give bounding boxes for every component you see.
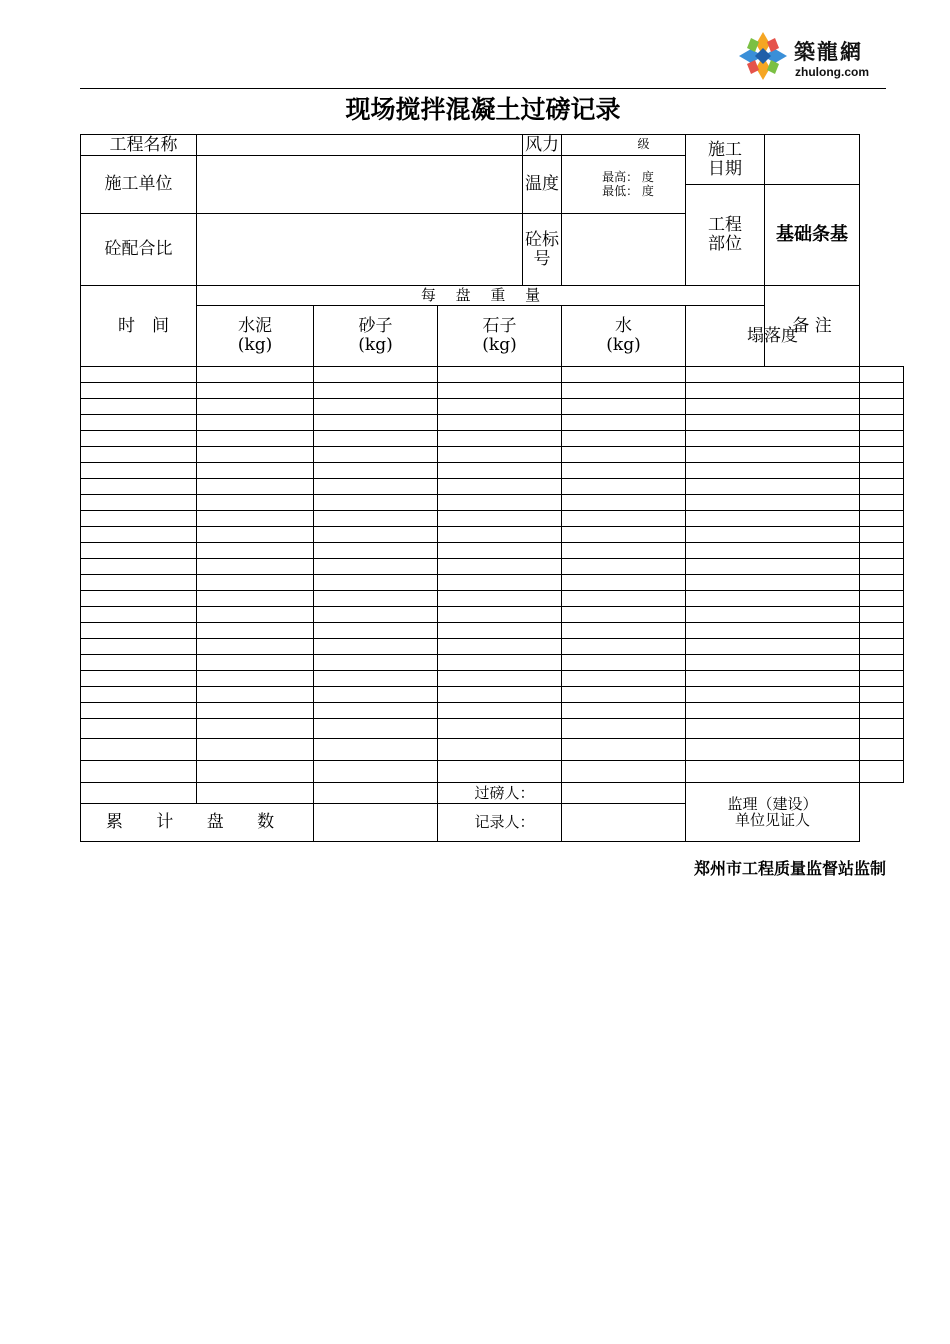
- supervisor-line1: 监理（建设）: [727, 794, 818, 813]
- time-cell[interactable]: [81, 719, 197, 739]
- sand-cell[interactable]: [314, 607, 438, 623]
- remark-cell[interactable]: [860, 447, 904, 463]
- temp-high: 最高： 度: [602, 170, 654, 185]
- footer-issuer: 郑州市工程质量监督站监制: [693, 859, 886, 878]
- water-header: [562, 306, 686, 367]
- sand-cell[interactable]: [314, 703, 438, 719]
- slump-cell[interactable]: [686, 511, 860, 527]
- water-cell[interactable]: [562, 415, 686, 431]
- table-row: [81, 559, 904, 575]
- slump-cell[interactable]: [686, 559, 860, 575]
- sand-cell[interactable]: [314, 639, 438, 655]
- time-cell[interactable]: [81, 511, 197, 527]
- time-cell[interactable]: [81, 479, 197, 495]
- table-row: [81, 719, 904, 739]
- cement-cell[interactable]: [197, 687, 314, 703]
- remark-cell[interactable]: [860, 607, 904, 623]
- construction-unit-field[interactable]: [197, 156, 523, 214]
- time-cell[interactable]: [81, 607, 197, 623]
- water-cell[interactable]: [562, 655, 686, 671]
- slump-cell[interactable]: [686, 623, 860, 639]
- mix-ratio-field[interactable]: [197, 214, 523, 286]
- recorder-label: 记录人：: [438, 804, 562, 842]
- stone-label: 石子: [482, 316, 517, 337]
- water-cell[interactable]: [562, 607, 686, 623]
- table-row: [81, 495, 904, 511]
- sand-cell[interactable]: [314, 687, 438, 703]
- remark-header: 备 注: [765, 286, 860, 367]
- remark-cell[interactable]: [860, 655, 904, 671]
- logo-mark-icon: [737, 30, 789, 86]
- slump-cell[interactable]: [686, 479, 860, 495]
- supervisor-line2: 单位见证人: [735, 811, 811, 829]
- part-value: 基础条基: [765, 185, 860, 286]
- remark-cell[interactable]: [860, 671, 904, 687]
- slump-cell[interactable]: [686, 761, 860, 783]
- sand-cell[interactable]: [314, 591, 438, 607]
- date-label-line2: 日期: [708, 158, 743, 179]
- stone-cell[interactable]: [438, 383, 562, 399]
- slump-cell[interactable]: [686, 383, 860, 399]
- sand-cell[interactable]: [314, 671, 438, 687]
- time-cell[interactable]: [81, 671, 197, 687]
- record-rows: [81, 367, 904, 783]
- table-row: [81, 511, 904, 527]
- slump-cell[interactable]: [686, 703, 860, 719]
- time-cell[interactable]: [81, 383, 197, 399]
- time-cell[interactable]: [81, 463, 197, 479]
- sand-cell[interactable]: [314, 479, 438, 495]
- table-row: [81, 639, 904, 655]
- supervisor-label: [686, 783, 860, 842]
- water-unit: (kg): [606, 335, 641, 355]
- slump-cell[interactable]: [686, 367, 860, 383]
- cement-label: 水泥: [238, 316, 272, 337]
- cement-cell[interactable]: [197, 623, 314, 639]
- stone-cell[interactable]: [438, 479, 562, 495]
- sand-cell[interactable]: [314, 463, 438, 479]
- time-cell[interactable]: [81, 575, 197, 591]
- sand-cell[interactable]: [314, 559, 438, 575]
- temperature-field[interactable]: [562, 156, 686, 214]
- stone-cell[interactable]: [438, 623, 562, 639]
- sand-label: 砂子: [358, 316, 393, 337]
- stone-cell[interactable]: [438, 591, 562, 607]
- cement-cell[interactable]: [197, 575, 314, 591]
- sand-cell[interactable]: [314, 655, 438, 671]
- water-cell[interactable]: [562, 703, 686, 719]
- slump-header: 塌落度: [686, 306, 860, 367]
- total-batches-label: 累 计 盘 数: [81, 804, 314, 842]
- time-cell[interactable]: [81, 527, 197, 543]
- date-field[interactable]: [765, 135, 860, 185]
- remark-cell[interactable]: [860, 367, 904, 383]
- slump-cell[interactable]: [686, 639, 860, 655]
- header-rule: [80, 88, 886, 89]
- sand-unit: (kg): [358, 335, 393, 355]
- sand-cell[interactable]: [314, 415, 438, 431]
- water-label: 水: [615, 316, 633, 337]
- total-batches-field[interactable]: [314, 804, 438, 842]
- cement-cell[interactable]: [197, 495, 314, 511]
- wind-unit: 级: [637, 137, 650, 152]
- stone-cell[interactable]: [438, 415, 562, 431]
- wind-label: 风力: [523, 135, 562, 156]
- table-row: [81, 671, 904, 687]
- logo-cn-text: 築龍網: [794, 39, 863, 64]
- stone-header: [438, 306, 562, 367]
- water-cell[interactable]: [562, 591, 686, 607]
- stone-cell[interactable]: [438, 447, 562, 463]
- cement-cell[interactable]: [197, 383, 314, 399]
- water-cell[interactable]: [562, 399, 686, 415]
- stone-cell[interactable]: [438, 527, 562, 543]
- remark-cell[interactable]: [860, 463, 904, 479]
- table-row: [81, 703, 904, 719]
- cement-cell[interactable]: [197, 447, 314, 463]
- time-cell[interactable]: [81, 495, 197, 511]
- sand-cell[interactable]: [314, 543, 438, 559]
- water-cell[interactable]: [562, 719, 686, 739]
- time-cell[interactable]: [81, 761, 197, 783]
- remark-cell[interactable]: [860, 431, 904, 447]
- slump-cell[interactable]: [686, 719, 860, 739]
- weigher-row-time[interactable]: [81, 783, 197, 804]
- slump-cell[interactable]: [686, 495, 860, 511]
- water-cell[interactable]: [562, 559, 686, 575]
- cement-cell[interactable]: [197, 479, 314, 495]
- sand-cell[interactable]: [314, 367, 438, 383]
- cement-cell[interactable]: [197, 719, 314, 739]
- remark-cell[interactable]: [860, 687, 904, 703]
- time-cell[interactable]: [81, 559, 197, 575]
- table-row: [81, 543, 904, 559]
- cement-cell[interactable]: [197, 559, 314, 575]
- water-cell[interactable]: [562, 623, 686, 639]
- sand-cell[interactable]: [314, 511, 438, 527]
- stone-cell[interactable]: [438, 431, 562, 447]
- time-cell[interactable]: [81, 431, 197, 447]
- mix-ratio-label: 砼配合比: [81, 214, 197, 286]
- part-label: [686, 185, 765, 286]
- slump-cell[interactable]: [686, 415, 860, 431]
- stone-cell[interactable]: [438, 543, 562, 559]
- stone-cell[interactable]: [438, 655, 562, 671]
- cement-header: [197, 306, 314, 367]
- stone-cell[interactable]: [438, 559, 562, 575]
- wind-field[interactable]: [562, 135, 686, 156]
- stone-cell[interactable]: [438, 511, 562, 527]
- slump-cell[interactable]: [686, 739, 860, 761]
- remark-cell[interactable]: [860, 591, 904, 607]
- water-cell[interactable]: [562, 739, 686, 761]
- temperature-label: 温度: [523, 156, 562, 214]
- slump-cell[interactable]: [686, 543, 860, 559]
- table-row: [81, 527, 904, 543]
- table-row: [81, 655, 904, 671]
- date-label-line1: 施工: [708, 139, 743, 160]
- sand-cell[interactable]: [314, 431, 438, 447]
- table-row: [81, 591, 904, 607]
- remark-cell[interactable]: [860, 559, 904, 575]
- cement-cell[interactable]: [197, 639, 314, 655]
- time-cell[interactable]: [81, 639, 197, 655]
- table-row: [81, 367, 904, 383]
- cement-cell[interactable]: [197, 655, 314, 671]
- stone-cell[interactable]: [438, 607, 562, 623]
- sand-cell[interactable]: [314, 399, 438, 415]
- time-cell[interactable]: [81, 447, 197, 463]
- water-cell[interactable]: [562, 367, 686, 383]
- remark-cell[interactable]: [860, 479, 904, 495]
- stone-cell[interactable]: [438, 399, 562, 415]
- stone-unit: (kg): [482, 335, 517, 355]
- grade-field[interactable]: [562, 214, 686, 286]
- stone-cell[interactable]: [438, 739, 562, 761]
- temp-low: 最低： 度: [602, 183, 654, 198]
- remark-cell[interactable]: [860, 623, 904, 639]
- slump-cell[interactable]: [686, 655, 860, 671]
- slump-cell[interactable]: [686, 607, 860, 623]
- time-cell[interactable]: [81, 591, 197, 607]
- time-cell[interactable]: [81, 543, 197, 559]
- table-row: [81, 761, 904, 783]
- cement-cell[interactable]: [197, 761, 314, 783]
- time-cell[interactable]: [81, 367, 197, 383]
- slump-cell[interactable]: [686, 575, 860, 591]
- weighing-record-table: [80, 134, 904, 842]
- table-row: [81, 687, 904, 703]
- table-row: [81, 383, 904, 399]
- cement-cell[interactable]: [197, 415, 314, 431]
- cement-cell[interactable]: [197, 511, 314, 527]
- time-cell[interactable]: [81, 687, 197, 703]
- cement-cell[interactable]: [197, 543, 314, 559]
- remark-cell[interactable]: [860, 719, 904, 739]
- weigher-row-sand[interactable]: [314, 783, 438, 804]
- water-cell[interactable]: [562, 543, 686, 559]
- sand-cell[interactable]: [314, 495, 438, 511]
- cement-cell[interactable]: [197, 399, 314, 415]
- stone-cell[interactable]: [438, 671, 562, 687]
- cement-cell[interactable]: [197, 463, 314, 479]
- weigher-label: 过磅人：: [438, 783, 562, 804]
- sand-cell[interactable]: [314, 739, 438, 761]
- cement-cell[interactable]: [197, 671, 314, 687]
- water-cell[interactable]: [562, 687, 686, 703]
- remark-cell[interactable]: [860, 739, 904, 761]
- water-cell[interactable]: [562, 639, 686, 655]
- table-row: [81, 739, 904, 761]
- water-cell[interactable]: [562, 495, 686, 511]
- remark-cell[interactable]: [860, 543, 904, 559]
- per-batch-weight-header: 每 盘 重 量: [197, 286, 765, 306]
- stone-cell[interactable]: [438, 367, 562, 383]
- water-cell[interactable]: [562, 463, 686, 479]
- stone-cell[interactable]: [438, 639, 562, 655]
- time-cell[interactable]: [81, 739, 197, 761]
- stone-cell[interactable]: [438, 575, 562, 591]
- project-name-field[interactable]: [197, 135, 523, 156]
- weigher-field[interactable]: [562, 783, 686, 804]
- time-cell[interactable]: [81, 623, 197, 639]
- water-cell[interactable]: [562, 383, 686, 399]
- page-title: 现场搅拌混凝土过磅记录: [345, 95, 621, 124]
- water-cell[interactable]: [562, 671, 686, 687]
- water-cell[interactable]: [562, 431, 686, 447]
- slump-cell[interactable]: [686, 671, 860, 687]
- sand-header: [314, 306, 438, 367]
- weigher-row-cement[interactable]: [197, 783, 314, 804]
- remark-cell[interactable]: [860, 415, 904, 431]
- logo-en-text: zhulong.com: [795, 65, 869, 79]
- remark-cell[interactable]: [860, 527, 904, 543]
- grade-label: 砼标号: [523, 214, 562, 286]
- water-cell[interactable]: [562, 479, 686, 495]
- slump-cell[interactable]: [686, 463, 860, 479]
- sand-cell[interactable]: [314, 527, 438, 543]
- cement-cell[interactable]: [197, 431, 314, 447]
- time-cell[interactable]: [81, 399, 197, 415]
- slump-cell[interactable]: [686, 687, 860, 703]
- sand-cell[interactable]: [314, 383, 438, 399]
- table-row: [81, 479, 904, 495]
- cement-unit: (kg): [237, 335, 273, 355]
- stone-cell[interactable]: [438, 495, 562, 511]
- remark-cell[interactable]: [860, 761, 904, 783]
- table-row: [81, 607, 904, 623]
- table-row: [81, 575, 904, 591]
- table-row: [81, 431, 904, 447]
- sand-cell[interactable]: [314, 623, 438, 639]
- sand-cell[interactable]: [314, 761, 438, 783]
- part-label-line1: 工程: [708, 215, 743, 236]
- slump-cell[interactable]: [686, 527, 860, 543]
- zhulong-logo: [737, 30, 887, 88]
- water-cell[interactable]: [562, 575, 686, 591]
- water-cell[interactable]: [562, 761, 686, 783]
- cement-cell[interactable]: [197, 607, 314, 623]
- remark-cell[interactable]: [860, 495, 904, 511]
- time-cell[interactable]: [81, 655, 197, 671]
- slump-cell[interactable]: [686, 591, 860, 607]
- recorder-field[interactable]: [562, 804, 686, 842]
- sand-cell[interactable]: [314, 575, 438, 591]
- cement-cell[interactable]: [197, 703, 314, 719]
- slump-cell[interactable]: [686, 399, 860, 415]
- stone-cell[interactable]: [438, 463, 562, 479]
- time-cell[interactable]: [81, 703, 197, 719]
- remark-cell[interactable]: [860, 703, 904, 719]
- table-row: [81, 463, 904, 479]
- construction-unit-label: 施工单位: [81, 156, 197, 214]
- table-row: [81, 399, 904, 415]
- stone-cell[interactable]: [438, 719, 562, 739]
- cement-cell[interactable]: [197, 527, 314, 543]
- date-label: [686, 135, 765, 185]
- stone-cell[interactable]: [438, 703, 562, 719]
- sand-cell[interactable]: [314, 719, 438, 739]
- water-cell[interactable]: [562, 527, 686, 543]
- remark-cell[interactable]: [860, 383, 904, 399]
- slump-cell[interactable]: [686, 431, 860, 447]
- stone-cell[interactable]: [438, 687, 562, 703]
- stone-cell[interactable]: [438, 761, 562, 783]
- remark-cell[interactable]: [860, 399, 904, 415]
- remark-cell[interactable]: [860, 511, 904, 527]
- table-row: [81, 415, 904, 431]
- remark-cell[interactable]: [860, 639, 904, 655]
- cement-cell[interactable]: [197, 739, 314, 761]
- table-row: [81, 447, 904, 463]
- sand-cell[interactable]: [314, 447, 438, 463]
- cement-cell[interactable]: [197, 591, 314, 607]
- cement-cell[interactable]: [197, 367, 314, 383]
- remark-cell[interactable]: [860, 575, 904, 591]
- slump-cell[interactable]: [686, 447, 860, 463]
- project-name-label: 工程名称: [81, 135, 197, 156]
- time-cell[interactable]: [81, 415, 197, 431]
- time-header: 时 间: [81, 286, 197, 367]
- table-row: [81, 623, 904, 639]
- part-label-line2: 部位: [708, 234, 743, 254]
- water-cell[interactable]: [562, 511, 686, 527]
- water-cell[interactable]: [562, 447, 686, 463]
